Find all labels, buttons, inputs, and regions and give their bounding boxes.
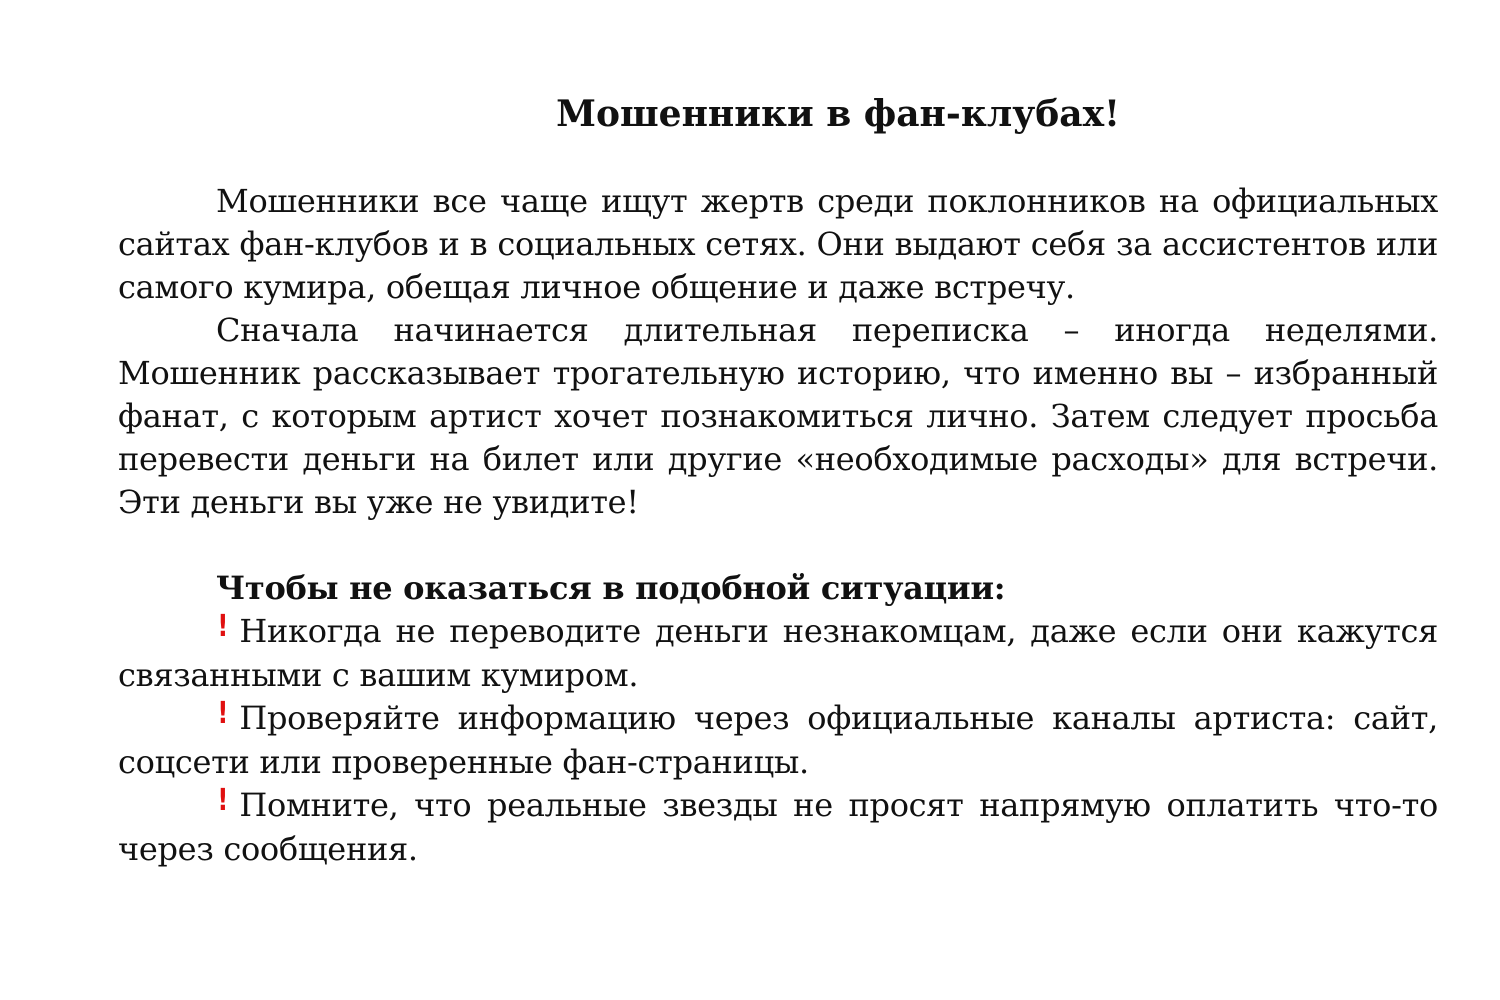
tip-item (118, 784, 1438, 871)
section-spacer (118, 524, 1438, 567)
exclamation-icon: ! (217, 696, 229, 731)
tip-item (118, 697, 1438, 784)
document-page (118, 88, 1438, 871)
tip-item (118, 610, 1438, 697)
tip-text: Помните, что реальные звезды не просят напрямую оплатить что-то через сообщения. (118, 786, 1438, 868)
story-paragraph: Сначала начинается длительная переписка – иногда неделями. Мошенник рассказывает трогательную историю, что именно вы – избранный фанат, с которым артист хочет познакомиться лично. Затем следует просьба перевести деньги на билет или другие «необходимые расходы» для встречи. Эти деньги вы уже не увидите! (118, 311, 1438, 521)
exclamation-icon: ! (217, 609, 229, 644)
tip-text: Проверяйте информацию через официальные каналы артиста: сайт, соцсети или проверенные фан-страницы. (118, 699, 1438, 781)
tips-heading: Чтобы не оказаться в подобной ситуации: (216, 569, 1006, 607)
tip-text: Никогда не переводите деньги незнакомцам, даже если они кажутся связанными с вашим кумиром. (118, 612, 1438, 694)
intro-paragraph: Мошенники все чаще ищут жертв среди поклонников на официальных сайтах фан-клубов и в социальных сетях. Они выдают себя за ассистентов или самого кумира, обещая личное общение и даже встречу. (118, 182, 1438, 306)
exclamation-icon: ! (217, 783, 229, 818)
document-title: Мошенники в фан-клубах! (556, 93, 1120, 135)
